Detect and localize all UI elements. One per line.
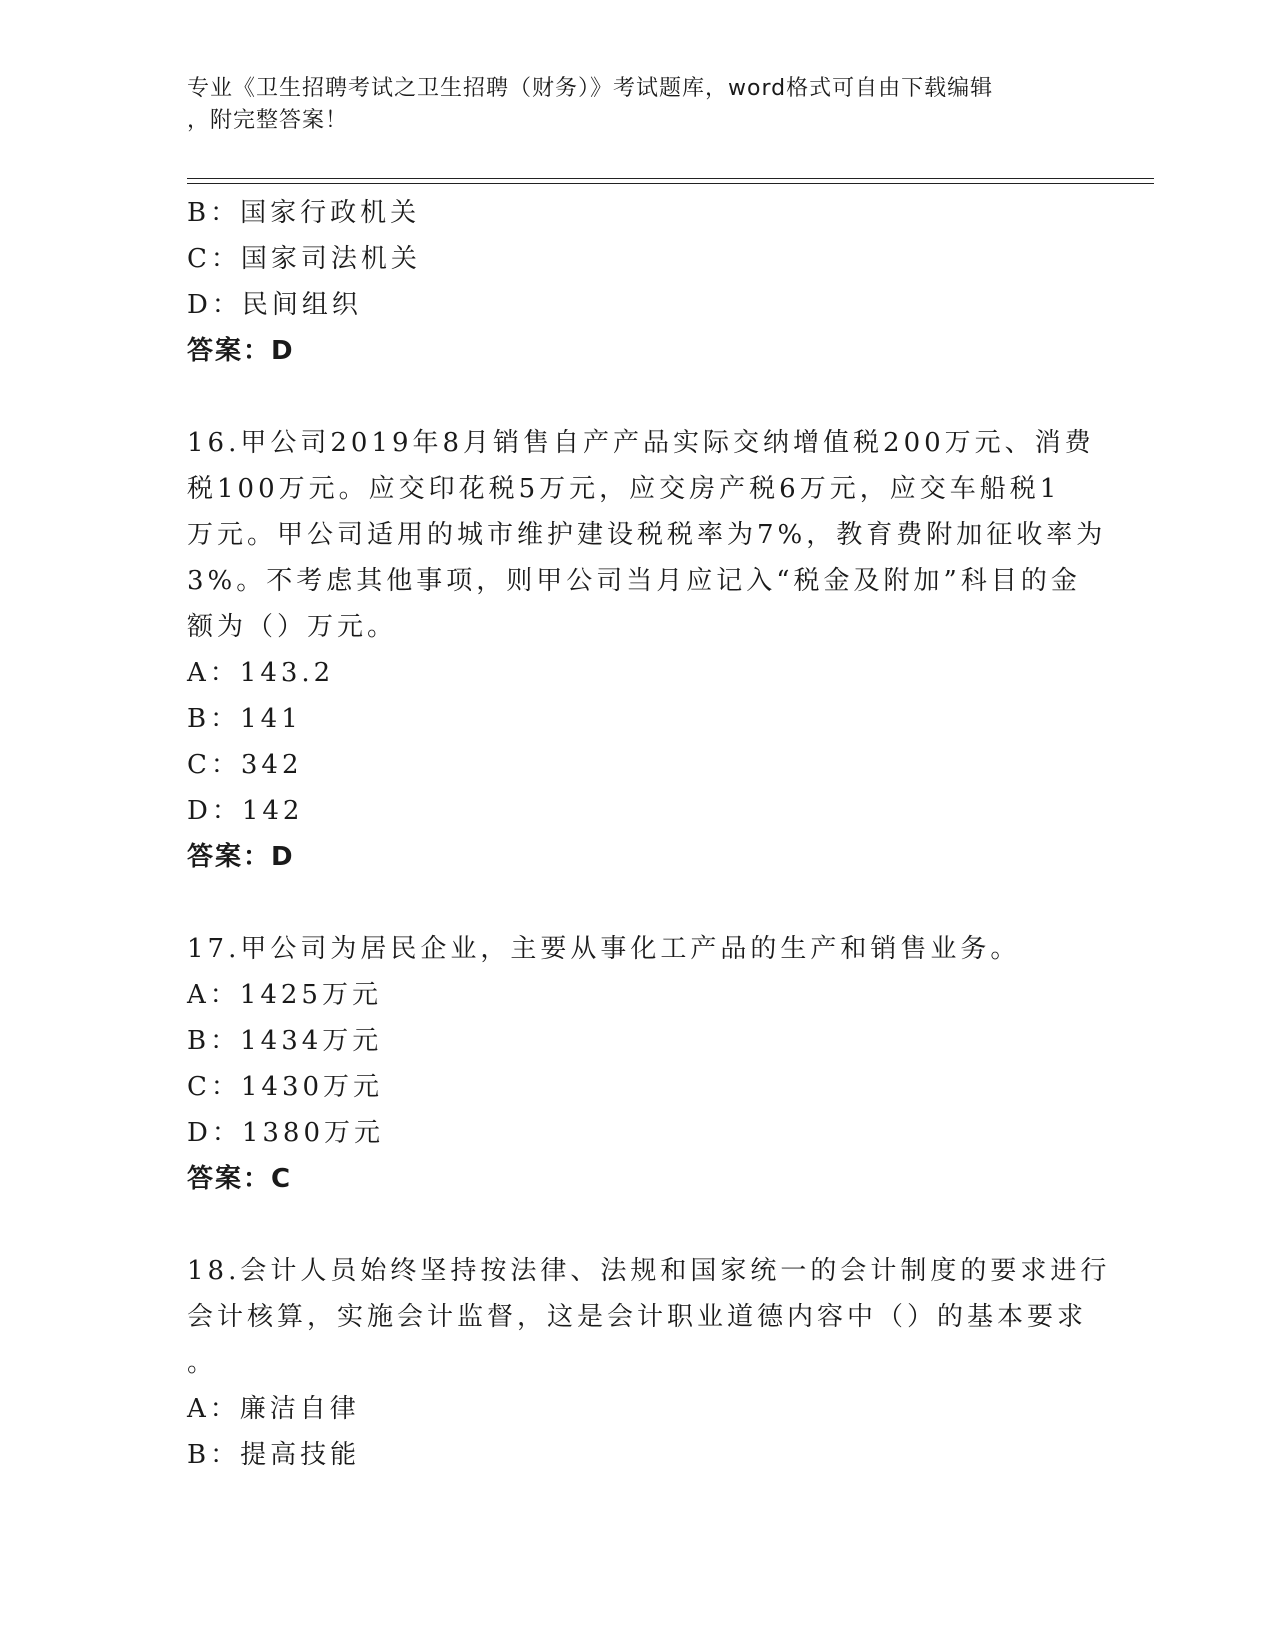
spacer	[187, 374, 1087, 420]
answer-line: 答案：D	[187, 842, 295, 872]
header-divider-top	[187, 178, 1154, 179]
header-divider-bottom	[187, 183, 1154, 184]
document-header	[187, 73, 1067, 137]
question-stem-line: 会计核算，实施会计监督，这是会计职业道德内容中（）的基本要求	[187, 1302, 1088, 1332]
question-stem-line: 。	[187, 1348, 218, 1378]
question-18	[187, 1248, 1111, 1478]
option-a: A：1425万元	[187, 980, 382, 1010]
option-b: B：提高技能	[187, 1440, 361, 1470]
header-line-2: ，附完整答案！	[187, 108, 349, 133]
previous-question	[187, 190, 1087, 374]
option-c: C：国家司法机关	[187, 244, 421, 274]
question-stem-line: 税100万元。应交印花税5万元，应交房产税6万元，应交车船税1	[187, 474, 1061, 504]
question-stem-line: 3%。不考虑其他事项，则甲公司当月应记入“税金及附加”科目的金	[187, 566, 1081, 596]
option-c: C：342	[187, 750, 303, 780]
question-list	[187, 190, 1111, 1478]
answer-line: 答案：D	[187, 336, 295, 366]
option-d: D：民间组织	[187, 290, 362, 320]
question-17	[187, 926, 1087, 1202]
question-stem-line: 额为（）万元。	[187, 612, 398, 642]
question-16	[187, 420, 1107, 880]
question-stem-line: 万元。甲公司适用的城市维护建设税税率为7%，教育费附加征收率为	[187, 520, 1107, 550]
option-b: B：国家行政机关	[187, 198, 421, 228]
option-a: A：143.2	[187, 658, 335, 688]
question-stem-line: 18.会计人员始终坚持按法律、法规和国家统一的会计制度的要求进行	[187, 1256, 1111, 1286]
spacer	[187, 1202, 1087, 1248]
option-c: C：1430万元	[187, 1072, 384, 1102]
question-stem-line: 17.甲公司为居民企业，主要从事化工产品的生产和销售业务。	[187, 934, 1021, 964]
option-b: B：141	[187, 704, 302, 734]
answer-line: 答案：C	[187, 1164, 293, 1194]
option-d: D：142	[187, 796, 304, 826]
option-a: A：廉洁自律	[187, 1394, 360, 1424]
header-line-1: 专业《卫生招聘考试之卫生招聘（财务）》考试题库，word格式可自由下载编辑	[187, 76, 994, 101]
option-b: B：1434万元	[187, 1026, 383, 1056]
question-stem-line: 16.甲公司2019年8月销售自产产品实际交纳增值税200万元、消费	[187, 428, 1095, 458]
spacer	[187, 880, 1087, 926]
option-d: D：1380万元	[187, 1118, 385, 1148]
